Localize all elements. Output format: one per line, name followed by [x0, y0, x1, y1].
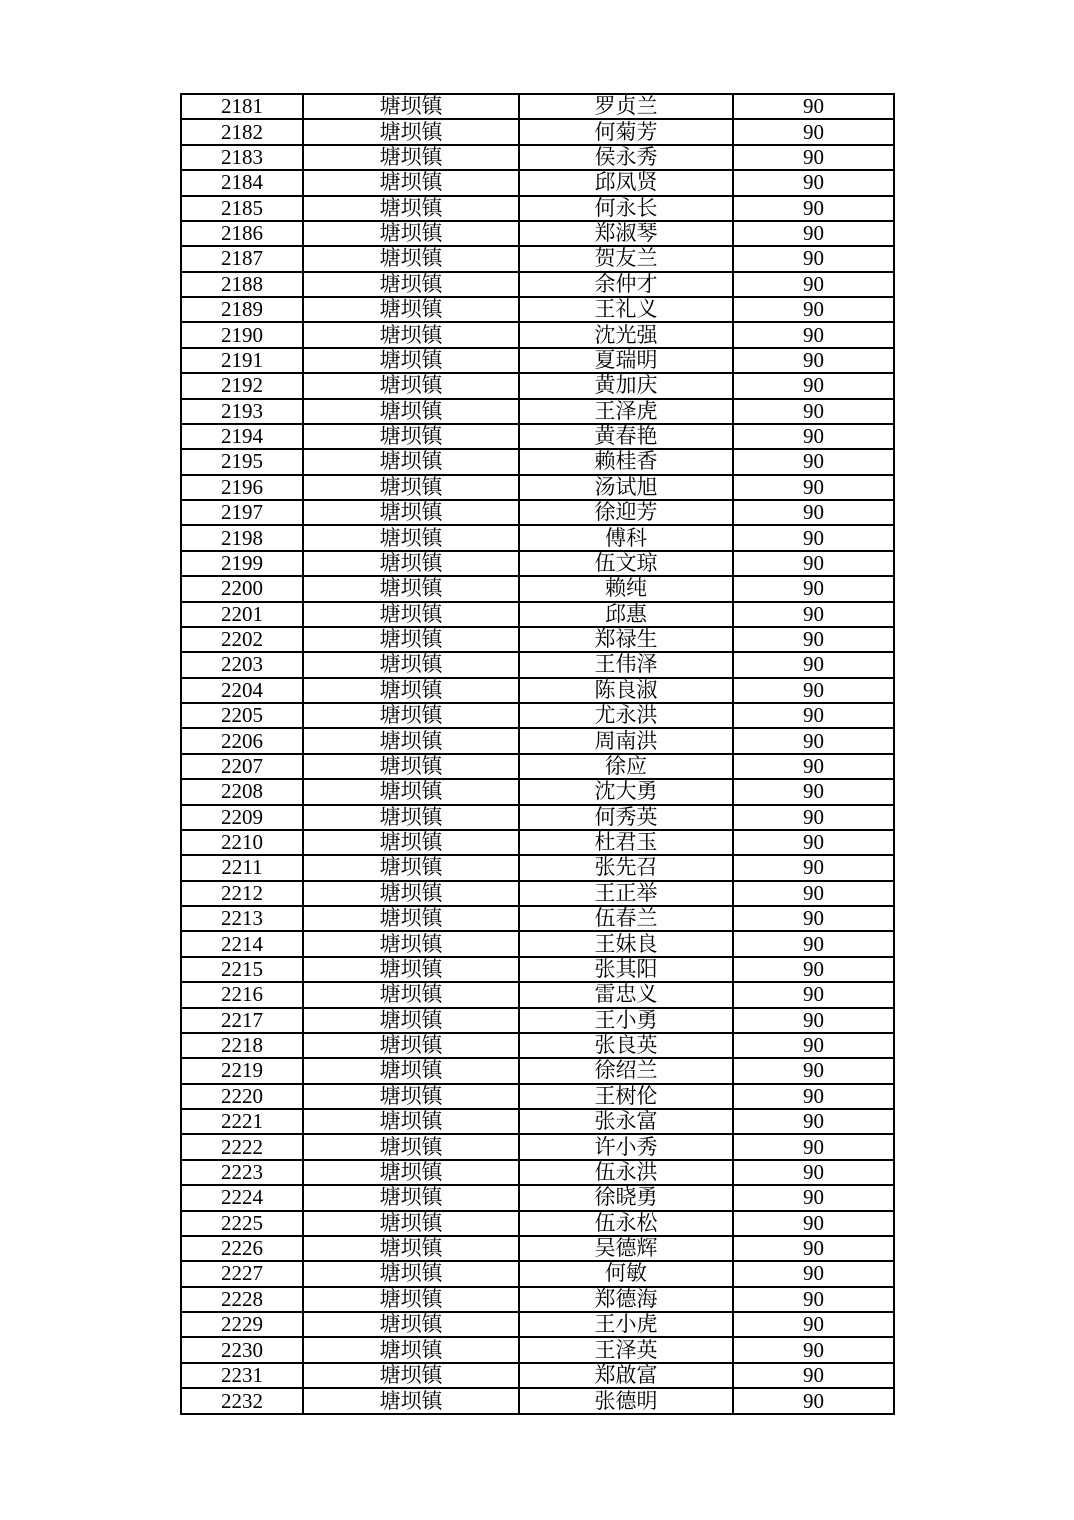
table-row	[181, 373, 894, 398]
cell-score: 90	[733, 1261, 894, 1286]
cell-name: 伍永洪	[519, 1160, 733, 1185]
cell-town: 塘坝镇	[303, 348, 519, 373]
cell-id: 2204	[181, 678, 303, 703]
cell-score: 90	[733, 602, 894, 627]
cell-score: 90	[733, 246, 894, 271]
cell-name: 何菊芳	[519, 119, 733, 144]
cell-id: 2221	[181, 1109, 303, 1134]
cell-town: 塘坝镇	[303, 881, 519, 906]
table-row	[181, 272, 894, 297]
cell-score: 90	[733, 475, 894, 500]
table-row	[181, 1312, 894, 1337]
cell-score: 90	[733, 119, 894, 144]
cell-score: 90	[733, 297, 894, 322]
cell-name: 尤永洪	[519, 703, 733, 728]
cell-score: 90	[733, 551, 894, 576]
cell-name: 张永富	[519, 1109, 733, 1134]
cell-id: 2187	[181, 246, 303, 271]
cell-name: 何敏	[519, 1261, 733, 1286]
cell-name: 郑德海	[519, 1287, 733, 1312]
cell-town: 塘坝镇	[303, 576, 519, 601]
cell-town: 塘坝镇	[303, 119, 519, 144]
cell-score: 90	[733, 94, 894, 119]
table-row	[181, 424, 894, 449]
cell-town: 塘坝镇	[303, 1160, 519, 1185]
table-row	[181, 1363, 894, 1388]
cell-town: 塘坝镇	[303, 297, 519, 322]
cell-id: 2215	[181, 957, 303, 982]
table-row	[181, 1160, 894, 1185]
cell-id: 2210	[181, 830, 303, 855]
cell-id: 2195	[181, 449, 303, 474]
cell-score: 90	[733, 1337, 894, 1362]
cell-id: 2217	[181, 1008, 303, 1033]
table-row	[181, 1058, 894, 1083]
cell-name: 侯永秀	[519, 145, 733, 170]
cell-score: 90	[733, 196, 894, 221]
cell-name: 郑啟富	[519, 1363, 733, 1388]
table-row	[181, 906, 894, 931]
table-row	[181, 1388, 894, 1414]
cell-town: 塘坝镇	[303, 728, 519, 753]
cell-name: 张良英	[519, 1033, 733, 1058]
cell-town: 塘坝镇	[303, 170, 519, 195]
cell-name: 赖桂香	[519, 449, 733, 474]
cell-id: 2226	[181, 1236, 303, 1261]
cell-name: 王正举	[519, 881, 733, 906]
cell-score: 90	[733, 1134, 894, 1159]
cell-score: 90	[733, 652, 894, 677]
table-row	[181, 348, 894, 373]
cell-score: 90	[733, 1236, 894, 1261]
cell-name: 王泽英	[519, 1337, 733, 1362]
cell-town: 塘坝镇	[303, 1008, 519, 1033]
table-row	[181, 1236, 894, 1261]
table-row	[181, 1008, 894, 1033]
cell-name: 邱凤贤	[519, 170, 733, 195]
table-row	[181, 1261, 894, 1286]
cell-score: 90	[733, 627, 894, 652]
table-row	[181, 449, 894, 474]
cell-name: 傅科	[519, 525, 733, 550]
cell-town: 塘坝镇	[303, 957, 519, 982]
cell-id: 2183	[181, 145, 303, 170]
cell-town: 塘坝镇	[303, 1261, 519, 1286]
cell-id: 2218	[181, 1033, 303, 1058]
cell-id: 2193	[181, 399, 303, 424]
cell-score: 90	[733, 1109, 894, 1134]
cell-id: 2181	[181, 94, 303, 119]
table-row	[181, 1185, 894, 1210]
cell-town: 塘坝镇	[303, 602, 519, 627]
table-row	[181, 678, 894, 703]
cell-id: 2190	[181, 322, 303, 347]
table-row	[181, 1337, 894, 1362]
table-row	[181, 221, 894, 246]
cell-id: 2202	[181, 627, 303, 652]
table-row	[181, 855, 894, 880]
cell-town: 塘坝镇	[303, 475, 519, 500]
table-row	[181, 1287, 894, 1312]
table-row	[181, 830, 894, 855]
cell-id: 2225	[181, 1211, 303, 1236]
cell-name: 赖纯	[519, 576, 733, 601]
cell-score: 90	[733, 982, 894, 1007]
score-table-body	[181, 94, 894, 1414]
cell-name: 徐迎芳	[519, 500, 733, 525]
cell-id: 2229	[181, 1312, 303, 1337]
cell-name: 沈光强	[519, 322, 733, 347]
cell-score: 90	[733, 145, 894, 170]
cell-id: 2219	[181, 1058, 303, 1083]
cell-id: 2212	[181, 881, 303, 906]
cell-id: 2213	[181, 906, 303, 931]
cell-name: 王泽虎	[519, 399, 733, 424]
cell-score: 90	[733, 170, 894, 195]
cell-name: 王小勇	[519, 1008, 733, 1033]
cell-name: 杜君玉	[519, 830, 733, 855]
cell-name: 何秀英	[519, 805, 733, 830]
table-row	[181, 525, 894, 550]
table-row	[181, 170, 894, 195]
cell-name: 伍永松	[519, 1211, 733, 1236]
cell-town: 塘坝镇	[303, 322, 519, 347]
cell-town: 塘坝镇	[303, 931, 519, 956]
table-row	[181, 982, 894, 1007]
cell-score: 90	[733, 1008, 894, 1033]
cell-town: 塘坝镇	[303, 196, 519, 221]
table-row	[181, 652, 894, 677]
cell-score: 90	[733, 1312, 894, 1337]
cell-score: 90	[733, 525, 894, 550]
cell-id: 2208	[181, 779, 303, 804]
cell-score: 90	[733, 931, 894, 956]
cell-town: 塘坝镇	[303, 1211, 519, 1236]
table-row	[181, 475, 894, 500]
cell-name: 陈良淑	[519, 678, 733, 703]
table-row	[181, 1084, 894, 1109]
cell-town: 塘坝镇	[303, 1312, 519, 1337]
cell-id: 2232	[181, 1388, 303, 1414]
cell-town: 塘坝镇	[303, 500, 519, 525]
cell-town: 塘坝镇	[303, 1287, 519, 1312]
cell-name: 王小虎	[519, 1312, 733, 1337]
table-row	[181, 1211, 894, 1236]
cell-id: 2223	[181, 1160, 303, 1185]
cell-town: 塘坝镇	[303, 525, 519, 550]
cell-town: 塘坝镇	[303, 1084, 519, 1109]
cell-town: 塘坝镇	[303, 855, 519, 880]
cell-id: 2224	[181, 1185, 303, 1210]
cell-name: 郑禄生	[519, 627, 733, 652]
cell-town: 塘坝镇	[303, 906, 519, 931]
cell-score: 90	[733, 830, 894, 855]
cell-town: 塘坝镇	[303, 982, 519, 1007]
cell-id: 2185	[181, 196, 303, 221]
table-row	[181, 602, 894, 627]
cell-name: 邱惠	[519, 602, 733, 627]
cell-score: 90	[733, 1033, 894, 1058]
cell-town: 塘坝镇	[303, 221, 519, 246]
cell-town: 塘坝镇	[303, 1134, 519, 1159]
cell-name: 沈大勇	[519, 779, 733, 804]
cell-name: 罗贞兰	[519, 94, 733, 119]
cell-id: 2197	[181, 500, 303, 525]
cell-town: 塘坝镇	[303, 145, 519, 170]
table-row	[181, 881, 894, 906]
table-row	[181, 957, 894, 982]
table-row	[181, 246, 894, 271]
table-row	[181, 728, 894, 753]
cell-id: 2194	[181, 424, 303, 449]
cell-name: 王树伦	[519, 1084, 733, 1109]
table-row	[181, 703, 894, 728]
cell-score: 90	[733, 1058, 894, 1083]
cell-score: 90	[733, 424, 894, 449]
cell-id: 2231	[181, 1363, 303, 1388]
cell-score: 90	[733, 399, 894, 424]
cell-id: 2220	[181, 1084, 303, 1109]
cell-id: 2200	[181, 576, 303, 601]
cell-name: 张先召	[519, 855, 733, 880]
cell-id: 2206	[181, 728, 303, 753]
cell-score: 90	[733, 1363, 894, 1388]
cell-name: 许小秀	[519, 1134, 733, 1159]
cell-score: 90	[733, 373, 894, 398]
cell-town: 塘坝镇	[303, 1033, 519, 1058]
cell-id: 2211	[181, 855, 303, 880]
cell-id: 2188	[181, 272, 303, 297]
cell-town: 塘坝镇	[303, 627, 519, 652]
cell-name: 余仲才	[519, 272, 733, 297]
cell-name: 吴德辉	[519, 1236, 733, 1261]
cell-name: 汤试旭	[519, 475, 733, 500]
cell-id: 2216	[181, 982, 303, 1007]
cell-id: 2201	[181, 602, 303, 627]
table-row	[181, 1033, 894, 1058]
cell-name: 徐应	[519, 754, 733, 779]
cell-town: 塘坝镇	[303, 1185, 519, 1210]
table-row	[181, 1134, 894, 1159]
cell-id: 2184	[181, 170, 303, 195]
cell-score: 90	[733, 1160, 894, 1185]
cell-town: 塘坝镇	[303, 272, 519, 297]
cell-score: 90	[733, 906, 894, 931]
table-row	[181, 500, 894, 525]
cell-id: 2191	[181, 348, 303, 373]
cell-name: 雷忠义	[519, 982, 733, 1007]
cell-name: 王妹良	[519, 931, 733, 956]
cell-town: 塘坝镇	[303, 754, 519, 779]
cell-score: 90	[733, 728, 894, 753]
cell-score: 90	[733, 881, 894, 906]
cell-town: 塘坝镇	[303, 1058, 519, 1083]
cell-id: 2205	[181, 703, 303, 728]
cell-id: 2209	[181, 805, 303, 830]
cell-score: 90	[733, 576, 894, 601]
cell-score: 90	[733, 348, 894, 373]
cell-id: 2227	[181, 1261, 303, 1286]
cell-name: 张其阳	[519, 957, 733, 982]
cell-score: 90	[733, 678, 894, 703]
cell-town: 塘坝镇	[303, 551, 519, 576]
cell-score: 90	[733, 805, 894, 830]
score-table	[180, 93, 895, 1415]
table-row	[181, 931, 894, 956]
cell-name: 伍文琼	[519, 551, 733, 576]
table-row	[181, 145, 894, 170]
cell-score: 90	[733, 322, 894, 347]
cell-town: 塘坝镇	[303, 449, 519, 474]
cell-score: 90	[733, 1084, 894, 1109]
cell-score: 90	[733, 500, 894, 525]
cell-name: 张德明	[519, 1388, 733, 1414]
table-row	[181, 196, 894, 221]
cell-score: 90	[733, 703, 894, 728]
cell-id: 2186	[181, 221, 303, 246]
cell-score: 90	[733, 779, 894, 804]
cell-score: 90	[733, 855, 894, 880]
cell-town: 塘坝镇	[303, 830, 519, 855]
table-row	[181, 551, 894, 576]
cell-town: 塘坝镇	[303, 678, 519, 703]
cell-id: 2189	[181, 297, 303, 322]
cell-score: 90	[733, 272, 894, 297]
cell-id: 2214	[181, 931, 303, 956]
cell-name: 伍春兰	[519, 906, 733, 931]
table-row	[181, 576, 894, 601]
cell-name: 黄加庆	[519, 373, 733, 398]
cell-name: 黄春艳	[519, 424, 733, 449]
cell-town: 塘坝镇	[303, 779, 519, 804]
table-row	[181, 94, 894, 119]
cell-id: 2228	[181, 1287, 303, 1312]
table-row	[181, 805, 894, 830]
cell-score: 90	[733, 449, 894, 474]
table-row	[181, 1109, 894, 1134]
cell-town: 塘坝镇	[303, 1236, 519, 1261]
cell-name: 郑淑琴	[519, 221, 733, 246]
cell-name: 夏瑞明	[519, 348, 733, 373]
cell-town: 塘坝镇	[303, 1109, 519, 1134]
cell-id: 2198	[181, 525, 303, 550]
cell-id: 2196	[181, 475, 303, 500]
cell-name: 王礼义	[519, 297, 733, 322]
table-row	[181, 627, 894, 652]
cell-town: 塘坝镇	[303, 652, 519, 677]
cell-score: 90	[733, 1388, 894, 1414]
cell-town: 塘坝镇	[303, 703, 519, 728]
cell-score: 90	[733, 1287, 894, 1312]
cell-id: 2199	[181, 551, 303, 576]
cell-town: 塘坝镇	[303, 424, 519, 449]
cell-id: 2182	[181, 119, 303, 144]
cell-name: 何永长	[519, 196, 733, 221]
table-row	[181, 779, 894, 804]
cell-town: 塘坝镇	[303, 1363, 519, 1388]
cell-id: 2230	[181, 1337, 303, 1362]
cell-id: 2192	[181, 373, 303, 398]
cell-town: 塘坝镇	[303, 805, 519, 830]
table-row	[181, 322, 894, 347]
cell-town: 塘坝镇	[303, 399, 519, 424]
table-row	[181, 297, 894, 322]
cell-name: 徐绍兰	[519, 1058, 733, 1083]
cell-score: 90	[733, 1185, 894, 1210]
cell-score: 90	[733, 1211, 894, 1236]
cell-name: 贺友兰	[519, 246, 733, 271]
cell-name: 王伟泽	[519, 652, 733, 677]
cell-town: 塘坝镇	[303, 94, 519, 119]
cell-town: 塘坝镇	[303, 246, 519, 271]
cell-id: 2203	[181, 652, 303, 677]
cell-name: 徐晓勇	[519, 1185, 733, 1210]
cell-score: 90	[733, 957, 894, 982]
cell-id: 2207	[181, 754, 303, 779]
table-row	[181, 399, 894, 424]
cell-town: 塘坝镇	[303, 1388, 519, 1414]
cell-score: 90	[733, 221, 894, 246]
table-row	[181, 119, 894, 144]
cell-town: 塘坝镇	[303, 1337, 519, 1362]
cell-name: 周南洪	[519, 728, 733, 753]
table-row	[181, 754, 894, 779]
cell-id: 2222	[181, 1134, 303, 1159]
cell-score: 90	[733, 754, 894, 779]
cell-town: 塘坝镇	[303, 373, 519, 398]
